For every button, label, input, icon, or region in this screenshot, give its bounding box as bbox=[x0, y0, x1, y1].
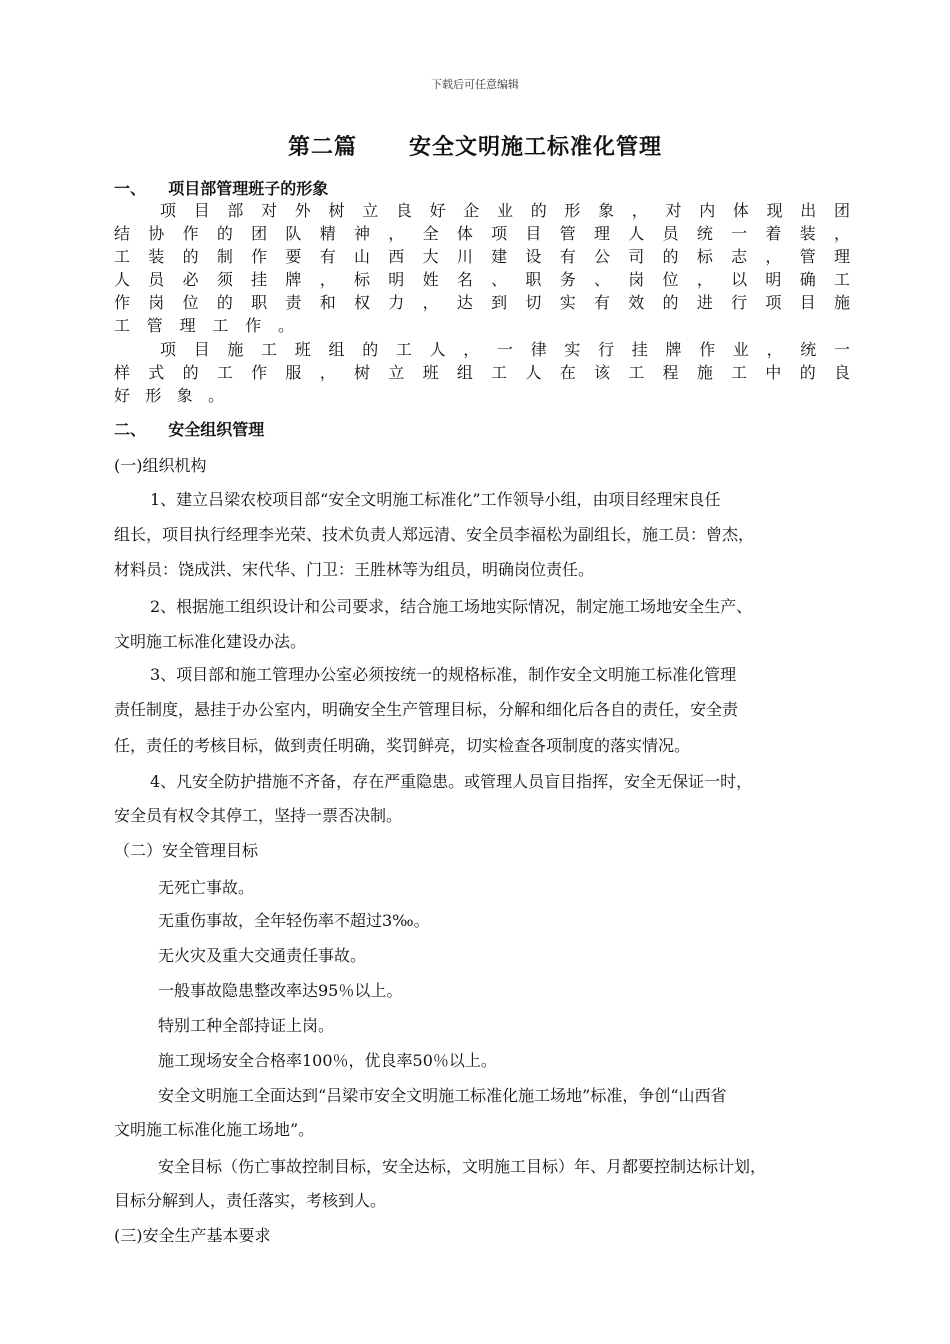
subsection-heading: (一)组织机构 bbox=[114, 456, 207, 475]
item-line: 安全员有权令其停工，坚持一票否决制。 bbox=[114, 806, 403, 825]
goal-para-line: 目标分解到人，责任落实，考核到人。 bbox=[114, 1191, 387, 1210]
item-line: 任，责任的考核目标，做到责任明确，奖罚鲜亮，切实检查各项制度的落实情况。 bbox=[114, 736, 691, 755]
item-line: 1、建立吕梁农校项目部“安全文明施工标准化”工作领导小组，由项目经理宋良任 bbox=[150, 490, 721, 509]
item-line: 2、根据施工组织设计和公司要求，结合施工场地实际情况，制定施工场地安全生产、 bbox=[150, 597, 753, 616]
s1-p1-line: 工管理工作。 bbox=[114, 316, 294, 335]
subsection-heading: (三)安全生产基本要求 bbox=[114, 1226, 271, 1245]
goal-line: 一般事故隐患整改率达95％以上。 bbox=[158, 981, 403, 1000]
goal-line: 施工现场安全合格率100％，优良率50％以上。 bbox=[158, 1051, 497, 1070]
s1-p1-line: 项目部对外树立良好企业的形象，对内体现出团 bbox=[160, 201, 850, 220]
subsection-heading: （二）安全管理目标 bbox=[114, 841, 259, 860]
s1-p1-line: 作岗位的职责和权力，达到切实有效的进行项目施 bbox=[114, 293, 850, 312]
goal-line: 无火灾及重大交通责任事故。 bbox=[158, 946, 367, 965]
s1-p1-line: 工装的制作要有山西大川建设有公司的标志，管理 bbox=[114, 247, 850, 266]
item-line: 责任制度，悬挂于办公室内，明确安全生产管理目标，分解和细化后各自的责任，安全责 bbox=[114, 700, 739, 719]
page-title: 第二篇 安全文明施工标准化管理 bbox=[288, 134, 662, 160]
section-2-heading: 二、 安全组织管理 bbox=[114, 420, 265, 439]
item-line: 组长，项目执行经理李光荣、技术负责人郑远清、安全员李福松为副组长，施工员：曾杰， bbox=[114, 525, 755, 544]
goal-line: 无重伤事故，全年轻伤率不超过3‰。 bbox=[158, 911, 430, 930]
goal-line: 特别工种全部持证上岗。 bbox=[158, 1016, 335, 1035]
section-1-heading: 一、 项目部管理班子的形象 bbox=[114, 179, 329, 198]
goal-para-line: 安全文明施工全面达到“吕梁市安全文明施工标准化施工场地”标准，争创“山西省 bbox=[158, 1086, 727, 1105]
s1-p2-line: 样式的工作服，树立班组工人在该工程施工中的良 bbox=[114, 363, 850, 382]
goal-para-line: 文明施工标准化施工场地”。 bbox=[114, 1120, 315, 1139]
s1-p2-line: 好形象。 bbox=[114, 386, 224, 405]
s1-p1-line: 结协作的团队精神，全体项目管理人员统一着装， bbox=[114, 224, 850, 243]
item-line: 文明施工标准化建设办法。 bbox=[114, 632, 307, 651]
goal-para-line: 安全目标（伤亡事故控制目标，安全达标，文明施工目标）年、月都要控制达标计划， bbox=[158, 1157, 767, 1176]
item-line: 材料员：饶成洪、宋代华、门卫：王胜林等为组员，明确岗位责任。 bbox=[114, 560, 595, 579]
item-line: 3、项目部和施工管理办公室必须按统一的规格标准，制作安全文明施工标准化管理 bbox=[150, 665, 737, 684]
s1-p2-line: 项目施工班组的工人，一律实行挂牌作业，统一 bbox=[160, 340, 850, 359]
item-line: 4、凡安全防护措施不齐备，存在严重隐患。或管理人员盲目指挥，安全无保证一时， bbox=[150, 772, 753, 791]
header-note: 下载后可任意编辑 bbox=[431, 78, 519, 91]
s1-p1-line: 人员必须挂牌，标明姓名、职务、岗位，以明确工 bbox=[114, 270, 850, 289]
goal-line: 无死亡事故。 bbox=[158, 878, 255, 897]
